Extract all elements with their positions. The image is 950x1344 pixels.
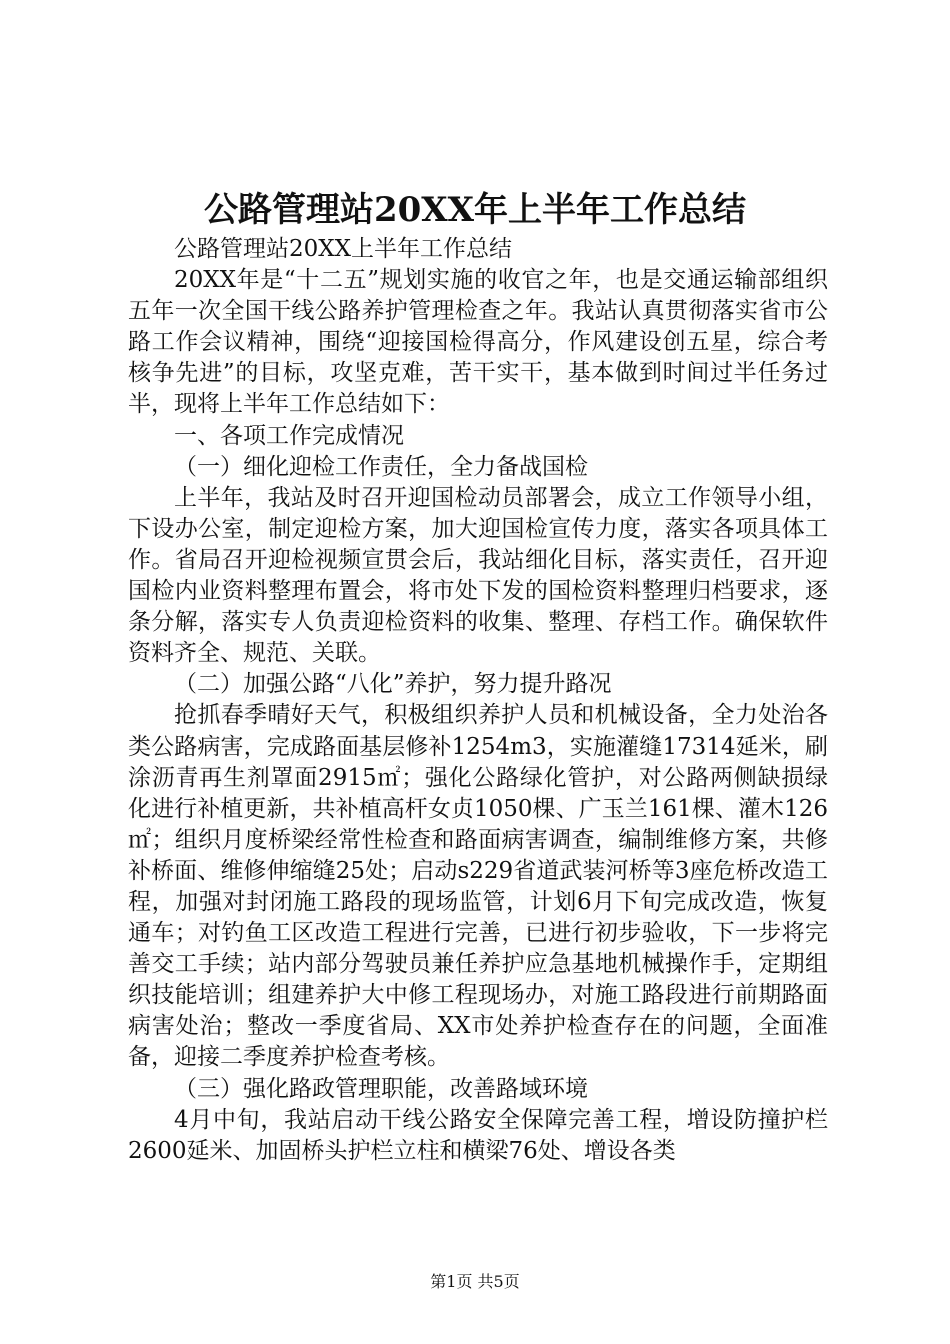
page-footer — [0, 1271, 950, 1293]
intro-paragraph: 20XX年是“十二五”规划实施的收官之年，也是交通运输部组织五年一次全国干线公路养护管理检查之年。我站认真贯彻落实省市公路工作会议精神，围绕“迎接国检得高分，作风建设创五星，综合考核争先进”的目标，攻坚克难，苦干实干，基本做到时间过半任务过半，现将上半年工作总结如下： — [128, 267, 828, 418]
document-body — [128, 234, 828, 1167]
body-paragraph: 上半年，我站及时召开迎国检动员部署会，成立工作领导小组，下设办公室，制定迎检方案，加大迎国检宣传力度，落实各项具体工作。省局召开迎检视频宣贯会后，我站细化目标，落实责任，召开迎国检内业资料整理布置会，将市处下发的国检资料整理归档要求，逐条分解，落实专人负责迎检资料的收集、整理、存档工作。确保软件资料齐全、规范、关联。 — [128, 484, 828, 667]
document-title: 公路管理站20XX年上半年工作总结 — [203, 190, 747, 230]
section-heading: 一、各项工作完成情况 — [174, 422, 404, 449]
subsection-heading: （一）细化迎检工作责任，全力备战国检 — [174, 453, 588, 480]
subtitle-paragraph: 公路管理站20XX上半年工作总结 — [174, 236, 513, 262]
body-paragraph: 4月中旬，我站启动干线公路安全保障完善工程，增设防撞护栏2600延米、加固桥头护栏立柱和横梁76处、增设各类 — [128, 1106, 828, 1164]
subsection-heading: （二）加强公路“八化”养护，努力提升路况 — [174, 671, 612, 698]
page-number: 第1页 共5页 — [430, 1272, 520, 1291]
body-paragraph: 抢抓春季晴好天气，积极组织养护人员和机械设备，全力处治各类公路病害，完成路面基层修补1254m3，实施灌缝17314延米，刷涂沥青再生剂罩面2915㎡；强化公路绿化管护，对公路两侧缺损绿化进行补植更新，共补植高杆女贞1050棵、广玉兰161棵、灌木126㎡；组织月度桥梁经常性检查和路面病害调查，编制维修方案，共修补桥面、维修伸缩缝25处；启动s229省道武装河桥等3座危桥改造工程，加强对封闭施工路段的现场监管，计划6月下旬完成改造，恢复通车；对钓鱼工区改造工程进行完善，已进行初步验收，下一步将完善交工手续；站内部分驾驶员兼任养护应急基地机械操作手，定期组织技能培训；组建养护大中修工程现场办，对施工路段进行前期路面病害处治；整改一季度省局、XX市处养护检查存在的问题，全面准备，迎接二季度养护检查考核。 — [128, 702, 828, 1071]
subsection-heading: （三）强化路政管理职能，改善路域环境 — [174, 1075, 588, 1102]
